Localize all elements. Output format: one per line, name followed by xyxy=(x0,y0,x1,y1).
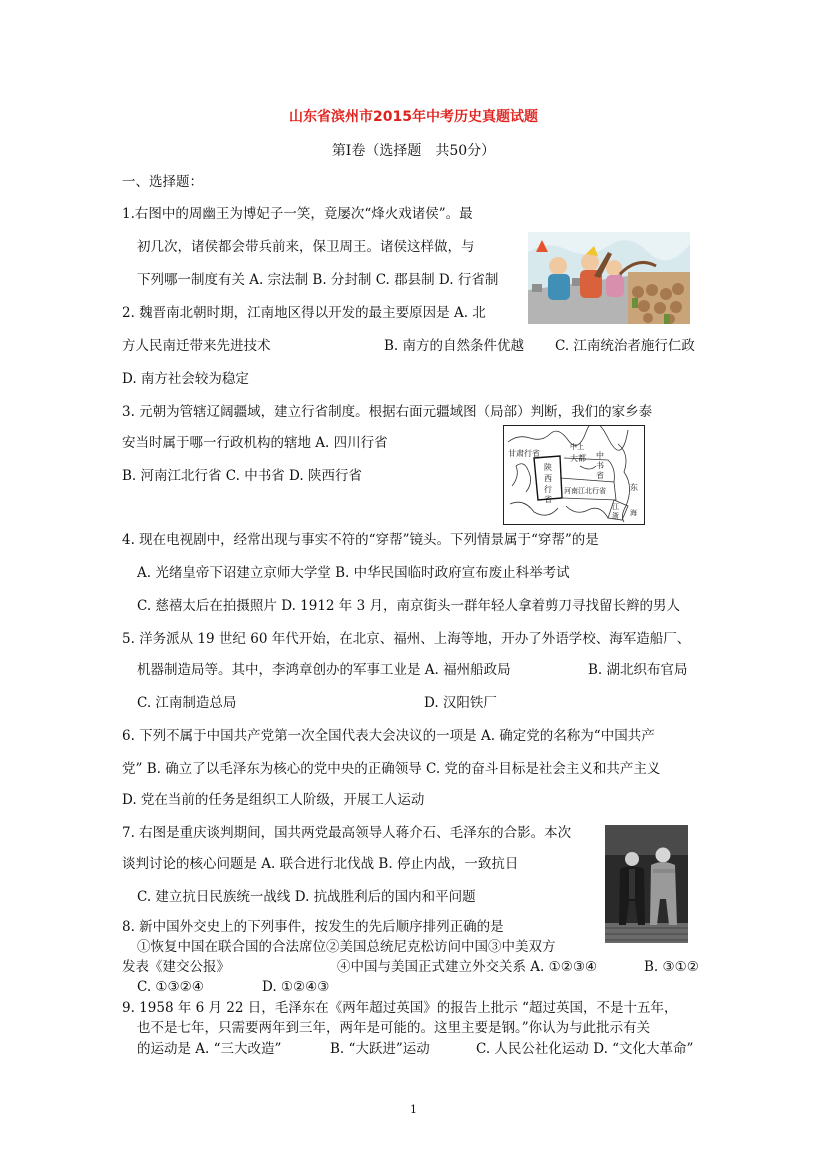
document-title: 山东省滨州市2015年中考历史真题试题 xyxy=(289,109,538,125)
map-label-dong: 东 xyxy=(630,483,638,492)
map-label-hai: 海 xyxy=(630,509,637,517)
q9-line-3a: 的运动是 A. “三大改造” xyxy=(137,1041,282,1057)
q5-line-3a: C. 江南制造总局 xyxy=(137,695,237,711)
q3-line-1: 3. 元朝为管辖辽阔疆域，建立行省制度。根据右面元疆域图（局部）判断，我们的家乡泰 xyxy=(122,404,653,420)
map-label-gansu: 甘肃行省 xyxy=(508,449,540,458)
section-heading: 一、选择题： xyxy=(122,174,203,190)
map-label-shaanxi-1: 陕 xyxy=(544,463,552,472)
q1-line-1: 1.右图中的周幽王为博妃子一笑，竟屡次“烽火戏诸侯”。最 xyxy=(122,206,473,222)
q4-line-2: A. 光绪皇帝下诏建立京师大学堂 B. 中华民国临时政府宣布废止科举考试 xyxy=(137,565,570,581)
q3-line-3: B. 河南江北行省 C. 中书省 D. 陕西行省 xyxy=(122,468,362,484)
map-label-shaanxi-3: 行 xyxy=(544,485,552,494)
q7-line-3: C. 建立抗日民族统一战线 D. 抗战胜利后的国内和平问题 xyxy=(137,889,476,905)
q8-line-3b: ④中国与美国正式建立外交关系 A. ①②③④ xyxy=(337,959,598,975)
q9-line-1: 9. 1958 年 6 月 22 日，毛泽东在《两年超过英国》的报告上批示 “超过英国，不是十五年， xyxy=(122,1000,678,1016)
q6-line-1: 6. 下列不属于中国共产党第一次全国代表大会决议的一项是 A. 确定党的名称为“中国共产 xyxy=(122,728,655,744)
q1-line-3: 下列哪一制度有关 A. 宗法制 B. 分封制 C. 郡县制 D. 行省制 xyxy=(137,272,499,288)
map-label-henan: 河南江北行省 xyxy=(564,487,606,495)
map-label-shaanxi-2: 西 xyxy=(544,474,552,483)
map-label-zhongshu-1: 中 xyxy=(596,451,604,460)
q8-line-3a: 发表《建交公报》 xyxy=(122,959,230,975)
q2-line-2c: C. 江南统治者施行仁政 xyxy=(555,338,695,354)
q2-line-2b: B. 南方的自然条件优越 xyxy=(384,338,525,354)
q8-line-4b: D. ①②④③ xyxy=(262,979,330,995)
map-label-zhongshang: 中上 xyxy=(570,443,584,451)
q4-line-1: 4. 现在电视剧中，经常出现与事实不符的“穿帮”镜头。下列情景属于“穿帮”的是 xyxy=(122,532,599,548)
q5-line-2b: B. 湖北织布官局 xyxy=(588,662,688,678)
q9-line-2: 也不是七年，只需要两年到三年，两年是可能的。这里主要是钢。”你认为与此批示有关 xyxy=(137,1020,651,1036)
q3-line-2: 安当时属于哪一行政机构的辖地 A. 四川行省 xyxy=(122,435,388,451)
map-label-jiangzhe-2: 浙 xyxy=(612,512,619,520)
q9-line-3c: C. 人民公社化运动 D. “文化大革命” xyxy=(476,1041,694,1057)
q8-line-1: 8. 新中国外交史上的下列事件，按发生的先后顺序排列正确的是 xyxy=(122,919,504,935)
q8-line-2: ①恢复中国在联合国的合法席位②美国总统尼克松访问中国③中美双方 xyxy=(137,939,556,955)
q2-line-1: 2. 魏晋南北朝时期，江南地区得以开发的最主要原因是 A. 北 xyxy=(122,305,486,321)
page-number: 1 xyxy=(410,1103,417,1116)
q5-line-2a: 机器制造局等。其中，李鸿章创办的军事工业是 A. 福州船政局 xyxy=(137,662,511,678)
chongqing-negotiation-photo xyxy=(605,825,688,943)
q2-line-2a: 方人民南迁带来先进技术 xyxy=(122,338,271,354)
map-label-shaanxi-4: 省 xyxy=(544,495,552,504)
q5-line-3b: D. 汉阳铁厂 xyxy=(424,695,497,711)
q1-line-2: 初几次，诸侯都会带兵前来，保卫周王。诸侯这样做，与 xyxy=(137,239,475,255)
q8-line-3c: B. ③①② xyxy=(644,959,699,975)
beacon-cartoon-image xyxy=(528,232,690,324)
q9-line-3b: B. “大跃进”运动 xyxy=(330,1041,430,1057)
q6-line-3: D. 党在当前的任务是组织工人阶级，开展工人运动 xyxy=(122,792,425,808)
q7-line-1: 7. 右图是重庆谈判期间，国共两党最高领导人蒋介石、毛泽东的合影。本次 xyxy=(122,825,572,841)
q2-line-3: D. 南方社会较为稳定 xyxy=(122,371,249,387)
map-label-zhongshu-3: 省 xyxy=(596,471,604,480)
q7-line-2: 谈判讨论的核心问题是 A. 联合进行北伐战 B. 停止内战，一致抗日 xyxy=(122,856,519,872)
q6-line-2: 党” B. 确立了以毛泽东为核心的党中央的正确领导 C. 党的奋斗目标是社会主义和共产主义 xyxy=(122,761,661,777)
map-label-jiangzhe-1: 江 xyxy=(612,503,619,511)
yuan-territory-map xyxy=(503,425,645,525)
q5-line-1: 5. 洋务派从 19 世纪 60 年代开始，在北京、福州、上海等地，开办了外语学校、海军造船厂、 xyxy=(122,631,691,647)
map-label-dadu: 大都 xyxy=(570,454,586,463)
q4-line-3: C. 慈禧太后在拍摄照片 D. 1912 年 3 月，南京街头一群年轻人拿着剪刀寻找留长辫的男人 xyxy=(137,598,680,614)
q8-line-4a: C. ①③②④ xyxy=(137,979,204,995)
paper-subtitle: 第Ⅰ卷（选择题 共50分） xyxy=(331,143,496,159)
map-label-zhongshu-2: 书 xyxy=(596,461,604,470)
